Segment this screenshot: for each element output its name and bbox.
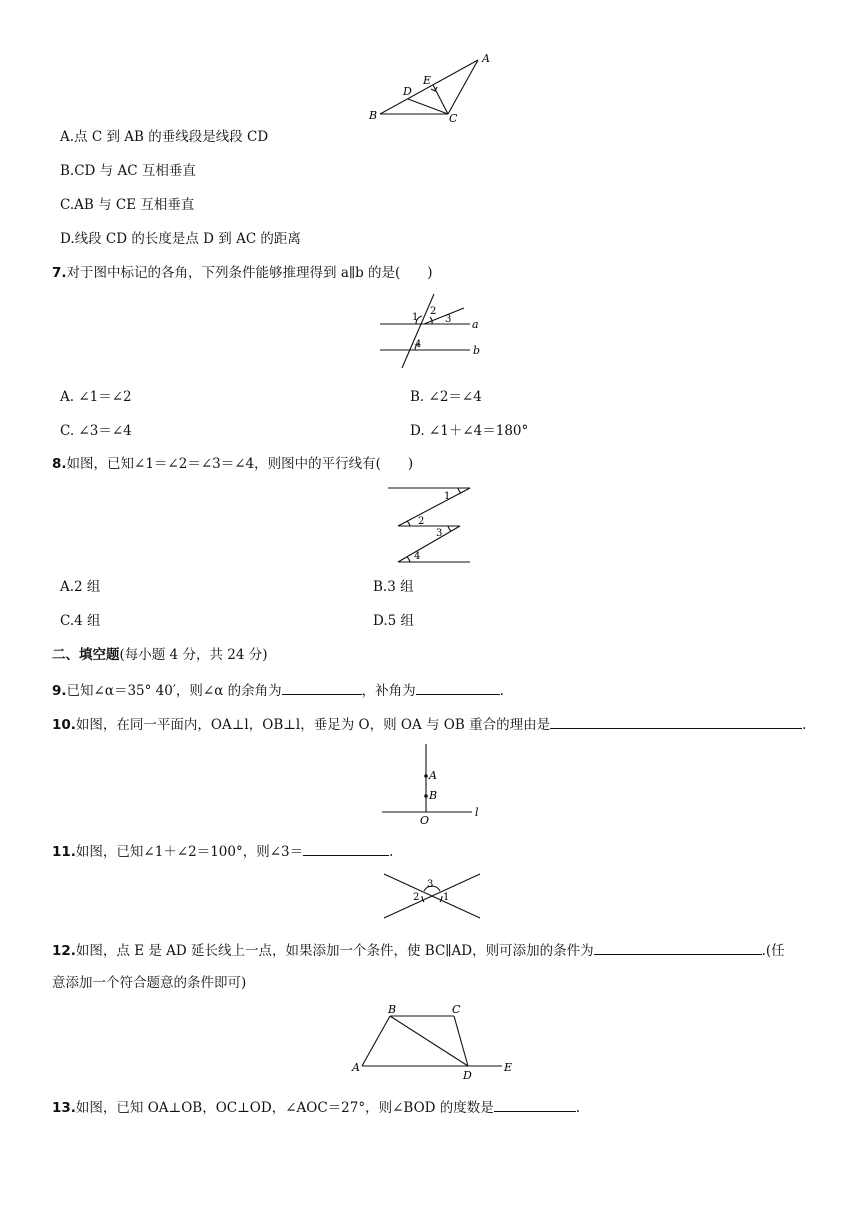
q7-option-b: B. ∠2＝∠4 <box>410 389 482 405</box>
q13-blank[interactable] <box>494 1097 576 1112</box>
q8-figure <box>384 482 478 568</box>
q10-figure <box>374 740 486 826</box>
q7-angle-1: 1 <box>412 312 419 323</box>
q7-figure <box>372 290 492 370</box>
q11-number: 11. <box>52 844 76 860</box>
q11-figure <box>376 866 488 922</box>
q7-angle-3: 3 <box>445 314 452 325</box>
q8-angle-1: 1 <box>444 491 451 502</box>
q10-label-a: A <box>429 769 437 782</box>
section-heading <box>52 646 267 664</box>
q11-angle-2: 2 <box>413 892 420 903</box>
q12-number: 12. <box>52 943 76 959</box>
q8-angle-4: 4 <box>414 551 421 562</box>
q10-label-o: O <box>420 814 430 826</box>
q8-angle-2: 2 <box>418 516 425 527</box>
q12-text: 如图，点 E 是 AD 延长线上一点，如果添加一个条件，使 BC∥AD，则可添加的条件为 <box>75 943 594 959</box>
q10-label-l: l <box>475 806 479 819</box>
q9-stem <box>52 680 504 700</box>
q7-stem <box>52 264 433 282</box>
q9-text-2: ，补角为 <box>361 683 416 699</box>
q11-end: . <box>389 844 394 860</box>
q7-angle-4: 4 <box>415 339 422 350</box>
q11-text: 如图，已知∠1＋∠2＝100°，则∠3＝ <box>75 844 304 860</box>
q8-option-b: B.3 组 <box>373 579 414 595</box>
q6-option-c: C.AB 与 CE 互相垂直 <box>60 197 195 213</box>
q8-option-c: C.4 组 <box>60 613 101 629</box>
q13-text: 如图，已知 OA⊥OB，OC⊥OD，∠AOC＝27°，则∠BOD 的度数是 <box>75 1100 494 1116</box>
q8-angle-3: 3 <box>436 528 443 539</box>
q6-option-d: D.线段 CD 的长度是点 D 到 AC 的距离 <box>60 231 301 247</box>
q7-option-d: D. ∠1＋∠4＝180° <box>410 423 529 439</box>
q8-number: 8. <box>52 456 67 472</box>
q7-option-a: A. ∠1＝∠2 <box>60 389 132 405</box>
q6-label-e: E <box>423 74 432 87</box>
q13-number: 13. <box>52 1100 76 1116</box>
q9-text-3: . <box>499 683 504 699</box>
q6-option-a: A.点 C 到 AB 的垂线段是线段 CD <box>60 129 269 145</box>
q6-label-d: D <box>403 85 412 98</box>
q6-option-b: B.CD 与 AC 互相垂直 <box>60 163 196 179</box>
q7-number: 7. <box>52 265 67 281</box>
section-title: 二、填空题 <box>52 647 120 663</box>
q12-label-c: C <box>452 1003 461 1016</box>
q6-figure <box>360 48 500 124</box>
q9-number: 9. <box>52 683 67 699</box>
q10-label-b: B <box>429 789 438 802</box>
q10-end: . <box>802 717 807 733</box>
q7-text: 对于图中标记的各角，下列条件能够推理得到 a∥b 的是( ) <box>66 265 433 281</box>
q12-figure <box>342 1000 518 1080</box>
q11-angle-3: 3 <box>427 879 434 890</box>
q7-angle-2: 2 <box>430 306 437 317</box>
q8-text: 如图，已知∠1＝∠2＝∠3＝∠4，则图中的平行线有( ) <box>66 456 414 472</box>
q11-angle-1: 1 <box>443 892 450 903</box>
q12-end: .(任 <box>761 943 785 959</box>
q8-stem <box>52 455 413 473</box>
q12-label-e: E <box>504 1061 513 1074</box>
q12-blank[interactable] <box>594 940 762 955</box>
q6-label-c: C <box>449 112 458 124</box>
q10-blank[interactable] <box>550 714 802 729</box>
q6-label-a: A <box>482 52 490 65</box>
q9-blank-1[interactable] <box>282 680 362 695</box>
q6-label-b: B <box>369 109 378 122</box>
q10-stem <box>52 714 806 734</box>
q13-stem <box>52 1097 580 1117</box>
q8-option-a: A.2 组 <box>60 579 101 595</box>
q9-text-1: 已知∠α＝35° 40′，则∠α 的余角为 <box>66 683 282 699</box>
q7-label-b: b <box>473 344 481 357</box>
q11-blank[interactable] <box>303 841 389 856</box>
q11-stem <box>52 841 393 861</box>
q8-option-d: D.5 组 <box>373 613 415 629</box>
q10-text: 如图，在同一平面内，OA⊥l，OB⊥l，垂足为 O，则 OA 与 OB 重合的理由是 <box>75 717 551 733</box>
q9-blank-2[interactable] <box>416 680 500 695</box>
q12-stem-cont: 意添加一个符合题意的条件即可) <box>52 975 247 991</box>
q12-stem <box>52 940 785 960</box>
q12-label-d: D <box>463 1069 472 1080</box>
q12-label-a: A <box>352 1061 360 1074</box>
q13-end: . <box>575 1100 581 1116</box>
q10-number: 10. <box>52 717 76 733</box>
q12-label-b: B <box>388 1003 397 1016</box>
q7-label-a: a <box>472 318 479 331</box>
q7-option-c: C. ∠3＝∠4 <box>60 423 132 439</box>
section-note: (每小题 4 分，共 24 分) <box>119 647 268 663</box>
